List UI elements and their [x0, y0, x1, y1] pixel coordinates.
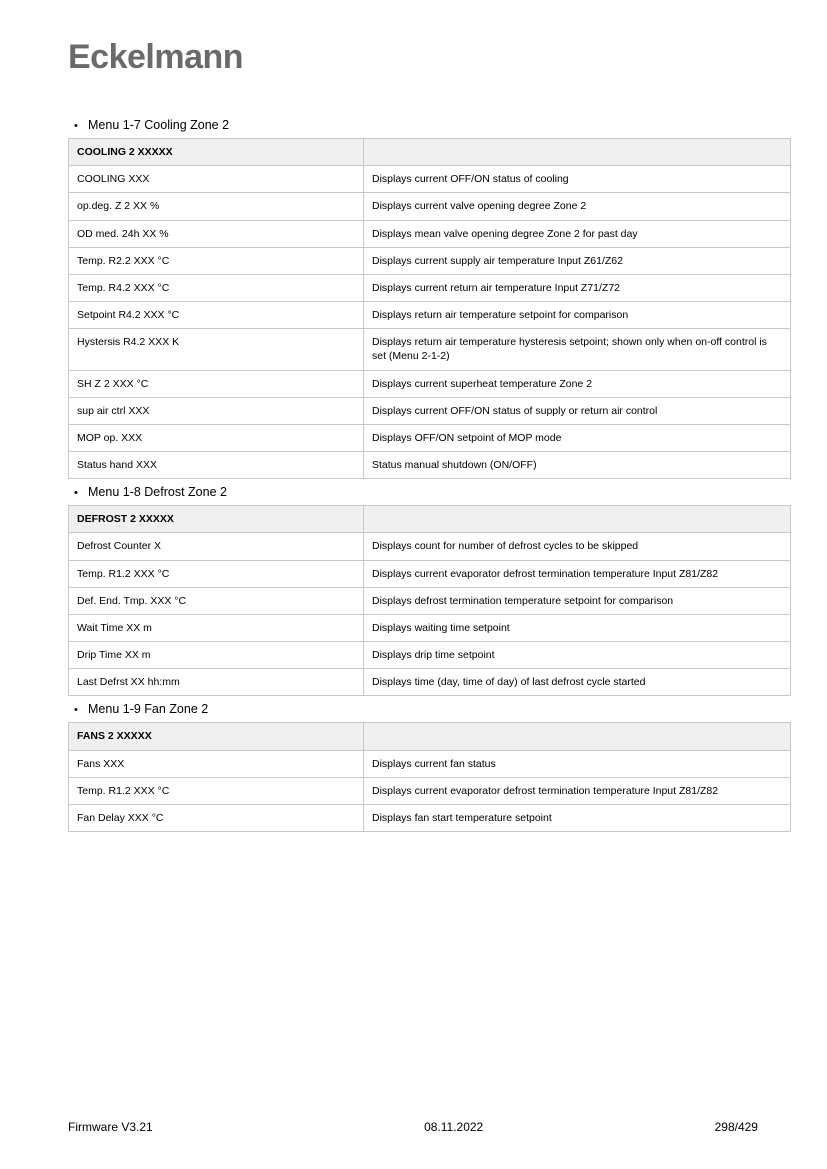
section-heading-label: Menu 1-9 Fan Zone 2	[88, 702, 209, 717]
table-row	[69, 452, 791, 479]
table-row	[69, 166, 791, 193]
table-cell-parameter: op.deg. Z 2 XX %	[69, 193, 364, 220]
bullet-icon: •	[74, 487, 78, 500]
table-cell-description: Displays count for number of defrost cycles to be skipped	[364, 533, 791, 560]
table-header-row	[69, 506, 791, 533]
table-cell-parameter: Defrost Counter X	[69, 533, 364, 560]
table-cell-parameter: sup air ctrl XXX	[69, 397, 364, 424]
table-cell-parameter: COOLING XXX	[69, 166, 364, 193]
bullet-icon: •	[74, 120, 78, 132]
table-row	[69, 274, 791, 301]
table-cell-description: Displays waiting time setpoint	[364, 614, 791, 641]
table-cell-description: Displays return air temperature hysteresis setpoint; shown only when on-off control is set (Menu 2-1-2)	[364, 329, 791, 370]
table-cell-parameter: Last Defrst XX hh:mm	[69, 669, 364, 696]
section-heading-label: Menu 1-7 Cooling Zone 2	[88, 118, 230, 132]
table-cell-parameter: Temp. R1.2 XXX °C	[69, 777, 364, 804]
table-cell-description: Displays current return air temperature Input Z71/Z72	[364, 274, 791, 301]
table-cell-description: Displays current evaporator defrost termination temperature Input Z81/Z82	[364, 560, 791, 587]
section-heading	[68, 118, 758, 132]
table-header-row	[69, 139, 791, 166]
table-cell-description: Status manual shutdown (ON/OFF)	[364, 452, 791, 479]
table-cell-parameter: Status hand XXX	[69, 452, 364, 479]
table-header-cell	[364, 139, 791, 166]
menu-table-fans-2	[68, 722, 791, 832]
table-row	[69, 220, 791, 247]
section-fan-zone-2	[68, 702, 758, 832]
table-cell-description: Displays OFF/ON setpoint of MOP mode	[364, 424, 791, 451]
table-cell-description: Displays drip time setpoint	[364, 642, 791, 669]
table-row	[69, 370, 791, 397]
table-cell-parameter: Temp. R1.2 XXX °C	[69, 560, 364, 587]
section-defrost-zone-2	[68, 485, 758, 696]
table-header-cell: FANS 2 XXXXX	[69, 723, 364, 750]
table-cell-description: Displays current superheat temperature Zone 2	[364, 370, 791, 397]
table-cell-parameter: Temp. R2.2 XXX °C	[69, 247, 364, 274]
table-cell-parameter: Def. End. Tmp. XXX °C	[69, 587, 364, 614]
table-row	[69, 642, 791, 669]
table-row	[69, 247, 791, 274]
table-header-cell	[364, 723, 791, 750]
section-heading	[68, 702, 758, 716]
table-cell-description: Displays defrost termination temperature setpoint for comparison	[364, 587, 791, 614]
table-row	[69, 424, 791, 451]
table-cell-description: Displays time (day, time of day) of last defrost cycle started	[364, 669, 791, 696]
table-cell-parameter: Wait Time XX m	[69, 614, 364, 641]
table-cell-description: Displays fan start temperature setpoint	[364, 804, 791, 831]
table-row	[69, 193, 791, 220]
table-cell-parameter: MOP op. XXX	[69, 424, 364, 451]
menu-table-defrost-2	[68, 505, 791, 696]
section-cooling-zone-2	[68, 118, 767, 479]
table-row	[69, 329, 791, 370]
section-heading-label: Menu 1-8 Defrost Zone 2	[88, 485, 227, 500]
table-row	[69, 669, 791, 696]
table-header-row	[69, 723, 791, 750]
table-cell-parameter: Temp. R4.2 XXX °C	[69, 274, 364, 301]
section-heading	[68, 485, 758, 499]
menu-table-cooling-2	[68, 138, 791, 479]
table-row	[69, 560, 791, 587]
table-cell-description: Displays current fan status	[364, 750, 791, 777]
bullet-icon: •	[74, 704, 78, 717]
table-cell-description: Displays mean valve opening degree Zone 2 for past day	[364, 220, 791, 247]
table-row	[69, 533, 791, 560]
footer-page-number: 298/429	[714, 1120, 758, 1134]
table-row	[69, 587, 791, 614]
table-cell-parameter: Fans XXX	[69, 750, 364, 777]
table-cell-description: Displays current evaporator defrost termination temperature Input Z81/Z82	[364, 777, 791, 804]
table-cell-parameter: Hystersis R4.2 XXX K	[69, 329, 364, 370]
table-cell-parameter: OD med. 24h XX %	[69, 220, 364, 247]
table-header-cell: COOLING 2 XXXXX	[69, 139, 364, 166]
table-row	[69, 777, 791, 804]
page-footer	[68, 1120, 758, 1134]
table-cell-parameter: Fan Delay XXX °C	[69, 804, 364, 831]
table-header-cell: DEFROST 2 XXXXX	[69, 506, 364, 533]
company-logo: Eckelmann	[68, 38, 244, 76]
document-content	[68, 112, 767, 836]
table-cell-description: Displays return air temperature setpoint for comparison	[364, 302, 791, 329]
table-cell-parameter: Drip Time XX m	[69, 642, 364, 669]
table-cell-description: Displays current OFF/ON status of cooling	[364, 166, 791, 193]
table-cell-parameter: Setpoint R4.2 XXX °C	[69, 302, 364, 329]
table-row	[69, 302, 791, 329]
table-cell-parameter: SH Z 2 XXX °C	[69, 370, 364, 397]
table-row	[69, 804, 791, 831]
table-row	[69, 750, 791, 777]
table-cell-description: Displays current valve opening degree Zone 2	[364, 193, 791, 220]
table-cell-description: Displays current supply air temperature Input Z61/Z62	[364, 247, 791, 274]
table-header-cell	[364, 506, 791, 533]
footer-date: 08.11.2022	[424, 1120, 484, 1134]
table-cell-description: Displays current OFF/ON status of supply or return air control	[364, 397, 791, 424]
table-row	[69, 397, 791, 424]
footer-firmware-version: Firmware V3.21	[68, 1120, 153, 1134]
table-row	[69, 614, 791, 641]
